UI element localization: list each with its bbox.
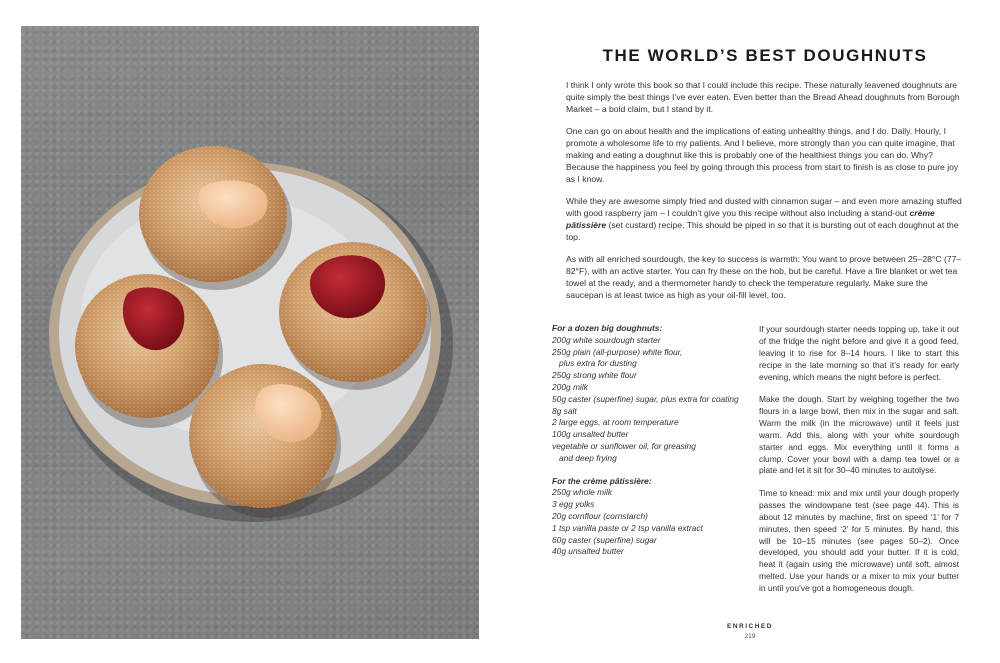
ingredient-item: 200g white sourdough starter	[552, 334, 661, 345]
intro-paragraph: I think I only wrote this book so that I could include this recipe. These naturally leavened doughnuts are quite simply the best things I’ve ever eaten. Even better than the Bread Ahead doughnuts from Borough Market – a bold claim, but I stand by it.	[566, 80, 960, 114]
ingredient-item: 100g unsalted butter	[552, 429, 629, 440]
intro-text: While they are awesome simply fried and dusted with cinnamon sugar – and even more amazing stuffed with good raspberry jam – I couldn’t give you this recipe without also including a stand-out	[566, 196, 962, 219]
intro-paragraph: As with all enriched sourdough, the key to success is warmth: You want to prove between 25–28°C (77–82°F), with an active starter. You can fry these on the hob, but be careful. Have a fire blanket or wet tea towel at the ready, and a thermometer handy to check the temperature regularly. Make sure the saucepan is at least twice as high as your oil-fill level, too.	[566, 254, 962, 301]
ingredient-item: 50g caster (superfine) sugar, plus extra for coating	[552, 393, 739, 404]
ingredient-item: 60g caster (superfine) sugar	[552, 534, 657, 545]
ingredient-item: 8g salt	[552, 405, 577, 416]
method-paragraph: Time to knead: mix and mix until your dough properly passes the windowpane test (see page 44). This is about 12 minutes by machine, first on speed ‘1’ for 7 minutes, then speed ‘2’ for 5 minutes. By hand, this will be 10–15 minutes (see pages 50–2). Once developed, you should add your butter. If it is cold, heat it (again using the microwave) until soft, almost melted. Use your hands or a mixer to mix your butter in until you’ve got a homogeneous dough.	[759, 487, 959, 594]
recipe-intro	[566, 80, 962, 313]
method-paragraph: Make the dough. Start by weighing together the two flours in a large bowl, then mix in the sugar and salt. Warm the milk (in the microwave) until it feels just warm. Add this, along with your white sourdough starter and eggs. Mix everything until it forms a clump. Cover your bowl with a damp tea towel or a plate and let it sit for 30–40 minutes to autolyse.	[759, 394, 959, 476]
doughnuts-illustration	[21, 26, 479, 639]
creme-ingredients-list	[552, 487, 752, 558]
intro-paragraph	[566, 196, 962, 244]
ingredients-list	[552, 335, 752, 465]
method-paragraph: If your sourdough starter needs topping up, take it out of the fridge the night before and give it a good feed, leaving it to rise for 8–14 hours. I like to start this recipe in the late morning so that it’s ready for early evening, which means the night before is perfect.	[759, 324, 959, 382]
ingredient-item: 1 tsp vanilla paste or 2 tsp vanilla extract	[552, 522, 703, 533]
ingredient-item: vegetable or sunflower oil, for greasing	[552, 440, 696, 451]
recipe-title: THE WORLD’S BEST DOUGHNUTS	[602, 46, 928, 65]
ingredient-item: 200g milk	[552, 381, 588, 392]
intro-text: (set custard) recipe. This should be piped in so that it is bursting out of each doughnut at the top.	[566, 220, 959, 242]
ingredients-column	[552, 323, 752, 558]
section-footer: ENRICHED	[727, 623, 773, 630]
intro-paragraph: One can go on about health and the implications of eating unhealthy things, and I do. Daily. Hourly, I promote a wholesome life to my patients. And I believe, more strongly than you can quite imagine, that making and eating a doughnut like this is probably one of the healthiest things you can do. Why? Because the happiness you feel by going through this process from start to finish is as close to pure joy as I know.	[566, 126, 959, 184]
ingredient-item: 2 large eggs, at room temperature	[552, 417, 679, 428]
ingredient-item: 250g whole milk	[552, 487, 613, 498]
doughnuts-photo	[21, 26, 479, 639]
method-column	[759, 324, 959, 606]
ingredient-item: 40g unsalted butter	[552, 546, 624, 557]
page-number: 219	[744, 633, 756, 640]
ingredient-item: 20g cornflour (cornstarch)	[552, 510, 648, 521]
ingredient-item: 3 egg yolks	[552, 499, 595, 510]
ingredient-item: and deep frying	[559, 452, 617, 463]
creme-heading: For the crème pâtissière:	[552, 475, 652, 486]
ingredients-heading: For a dozen big doughnuts:	[552, 323, 663, 333]
creme-patissiere-term: crème pâtissière	[566, 208, 935, 231]
ingredient-item: 250g plain (all-purpose) white flour,	[552, 346, 683, 357]
ingredient-item: 250g strong white flour	[552, 370, 637, 381]
ingredient-item: plus extra for dusting	[559, 358, 637, 369]
